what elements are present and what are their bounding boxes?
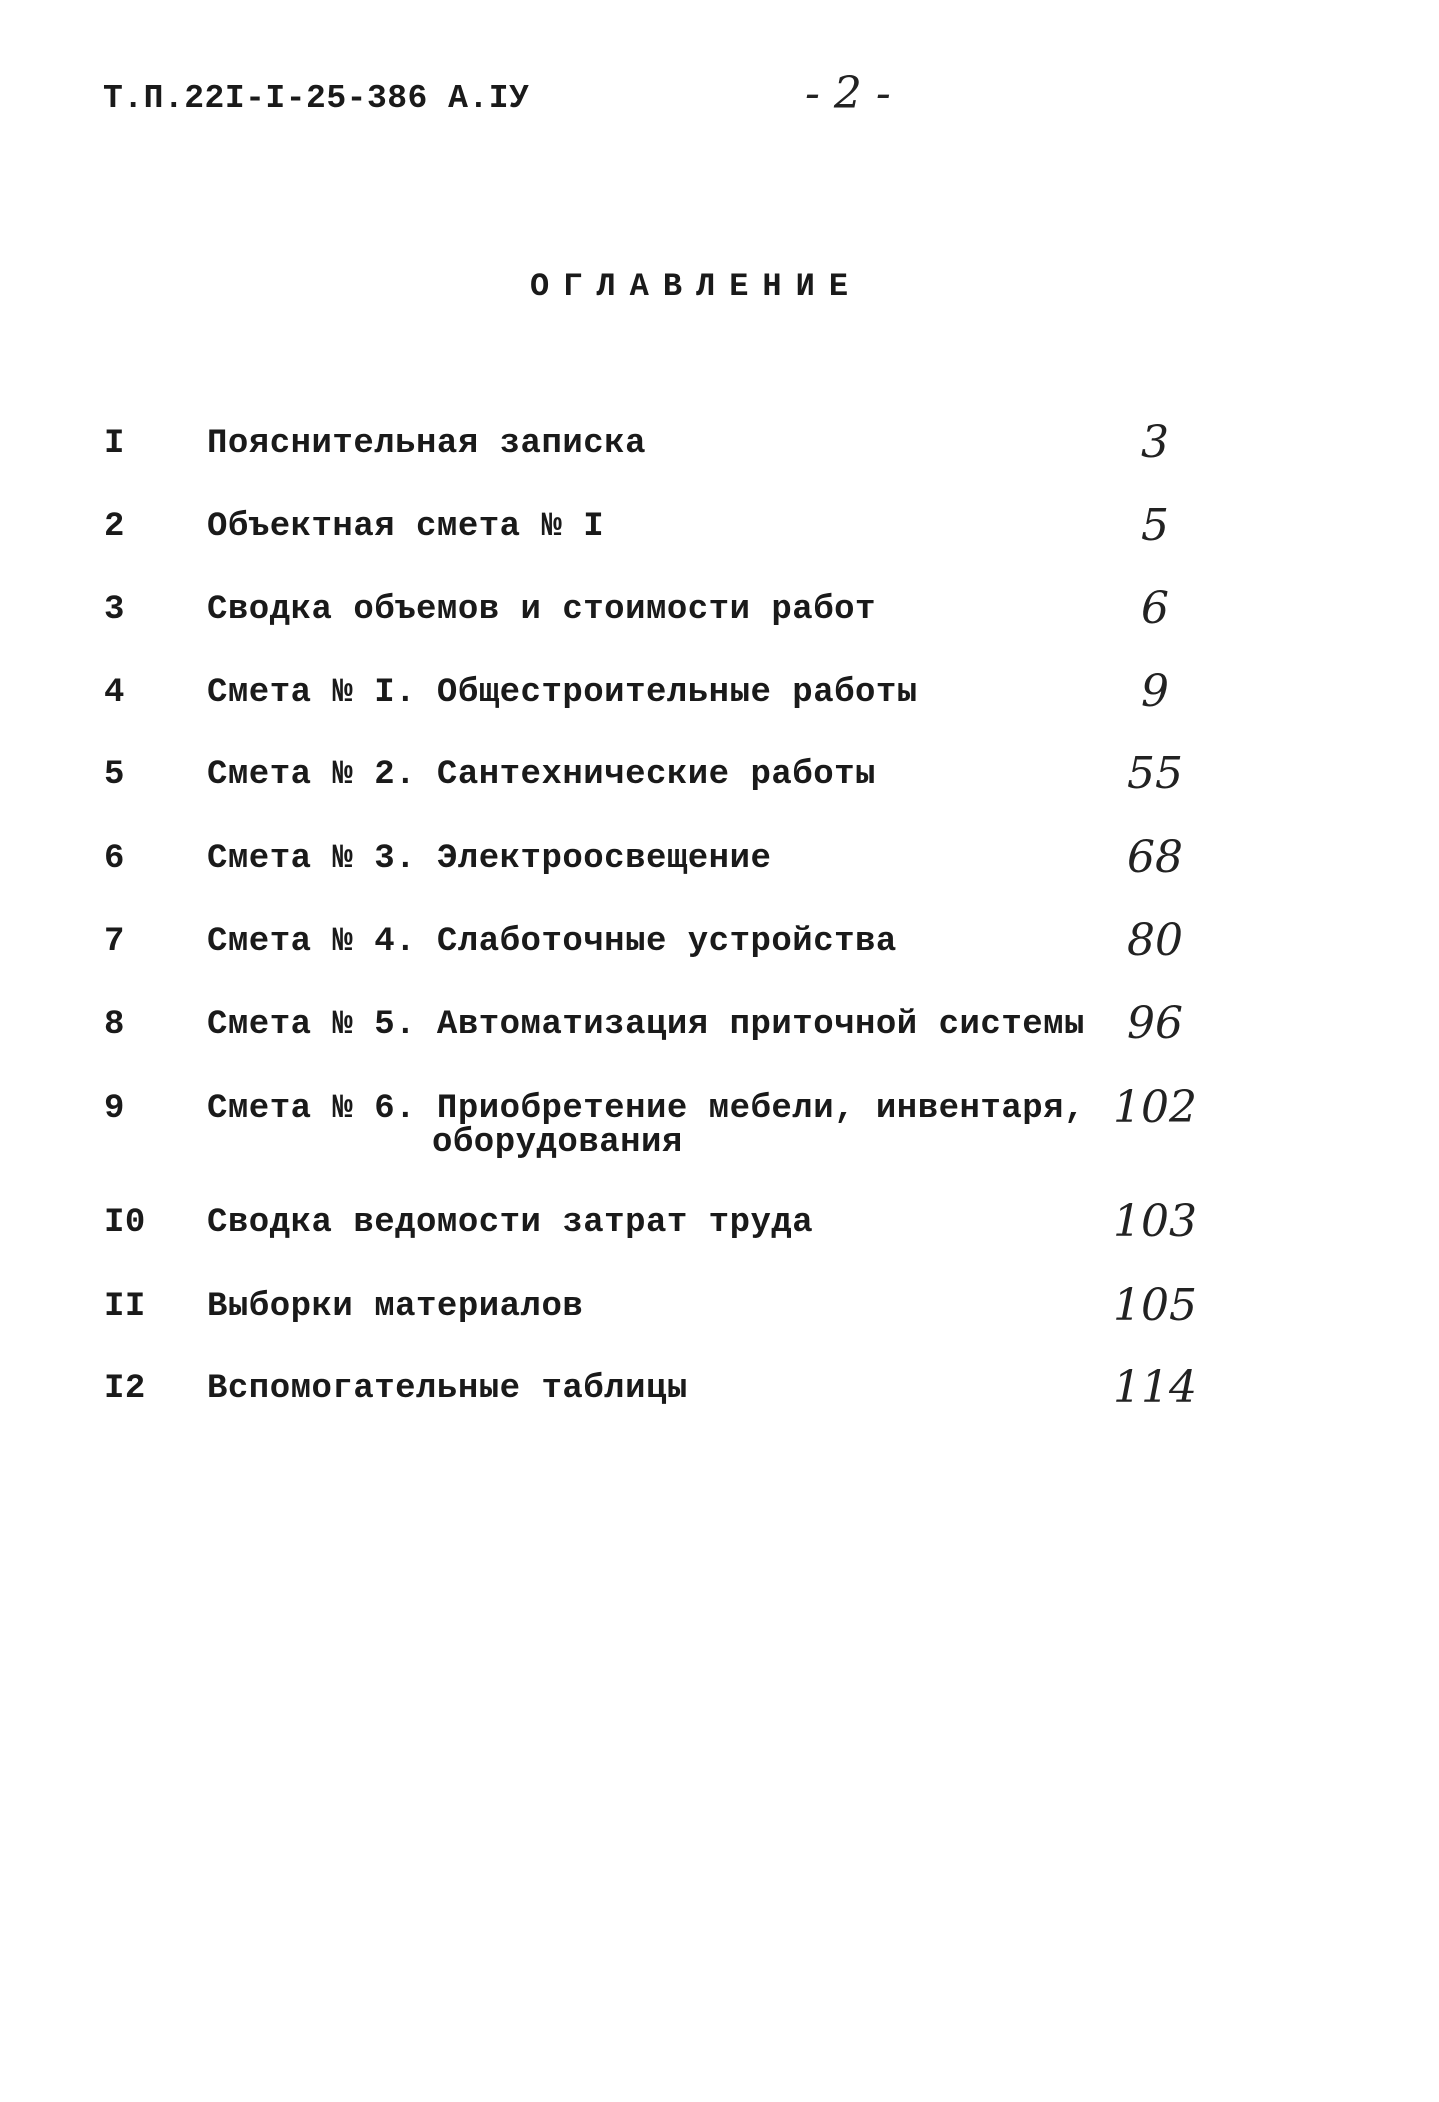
page-number: - 2 - <box>805 68 891 119</box>
toc-item-number: 6 <box>104 840 125 878</box>
toc-item-title: Выборки материалов <box>207 1288 584 1326</box>
toc-item-title: Сводка объемов и стоимости работ <box>207 591 876 629</box>
toc-item-page: 9 <box>1141 666 1169 717</box>
toc-item-page: 80 <box>1127 915 1183 966</box>
toc-item-number: 9 <box>104 1090 125 1128</box>
toc-item-title: Смета № 5. Автоматизация приточной системы <box>207 1006 1085 1044</box>
toc-item-title: Объектная смета № I <box>207 508 605 546</box>
toc-item-title: Смета № 3. Электроосвещение <box>207 840 772 878</box>
toc-item-number: 5 <box>104 756 125 794</box>
toc-item-title: Пояснительная записка <box>207 425 646 463</box>
toc-item-page: 68 <box>1127 832 1183 883</box>
toc-item-number: 2 <box>104 508 125 546</box>
toc-item-title: Смета № 2. Сантехнические работы <box>207 756 876 794</box>
toc-item-title: Смета № 4. Слаботочные устройства <box>207 923 897 961</box>
toc-item-page: 6 <box>1141 583 1169 634</box>
toc-item-number: 3 <box>104 591 125 629</box>
toc-item-number: I <box>104 425 125 463</box>
toc-item-title: Сводка ведомости затрат труда <box>207 1204 814 1242</box>
toc-item-title: Смета № 6. Приобретение мебели, инвентаря, <box>207 1090 1085 1128</box>
toc-item-title: Вспомогательные таблицы <box>207 1370 688 1408</box>
toc-item-page: 105 <box>1113 1280 1197 1331</box>
toc-item-page: 96 <box>1127 998 1183 1049</box>
page-title: ОГЛАВЛЕНИЕ <box>530 268 863 305</box>
toc-item-number: 7 <box>104 923 125 961</box>
toc-item-page: 55 <box>1127 748 1183 799</box>
toc-item-number: 8 <box>104 1006 125 1044</box>
toc-item-page: 103 <box>1113 1196 1197 1247</box>
document-code: Т.П.22I-I-25-386 А.IУ <box>103 80 530 117</box>
toc-item-number: I0 <box>104 1204 146 1242</box>
toc-item-number: I2 <box>104 1370 146 1408</box>
toc-item-number: II <box>104 1288 146 1326</box>
toc-item-title-continued: оборудования <box>432 1124 683 1162</box>
toc-item-page: 114 <box>1113 1362 1197 1413</box>
toc-item-number: 4 <box>104 674 125 712</box>
toc-item-title: Смета № I. Общестроительные работы <box>207 674 918 712</box>
toc-item-page: 102 <box>1113 1082 1197 1133</box>
toc-item-page: 5 <box>1141 500 1169 551</box>
toc-item-page: 3 <box>1141 417 1169 468</box>
